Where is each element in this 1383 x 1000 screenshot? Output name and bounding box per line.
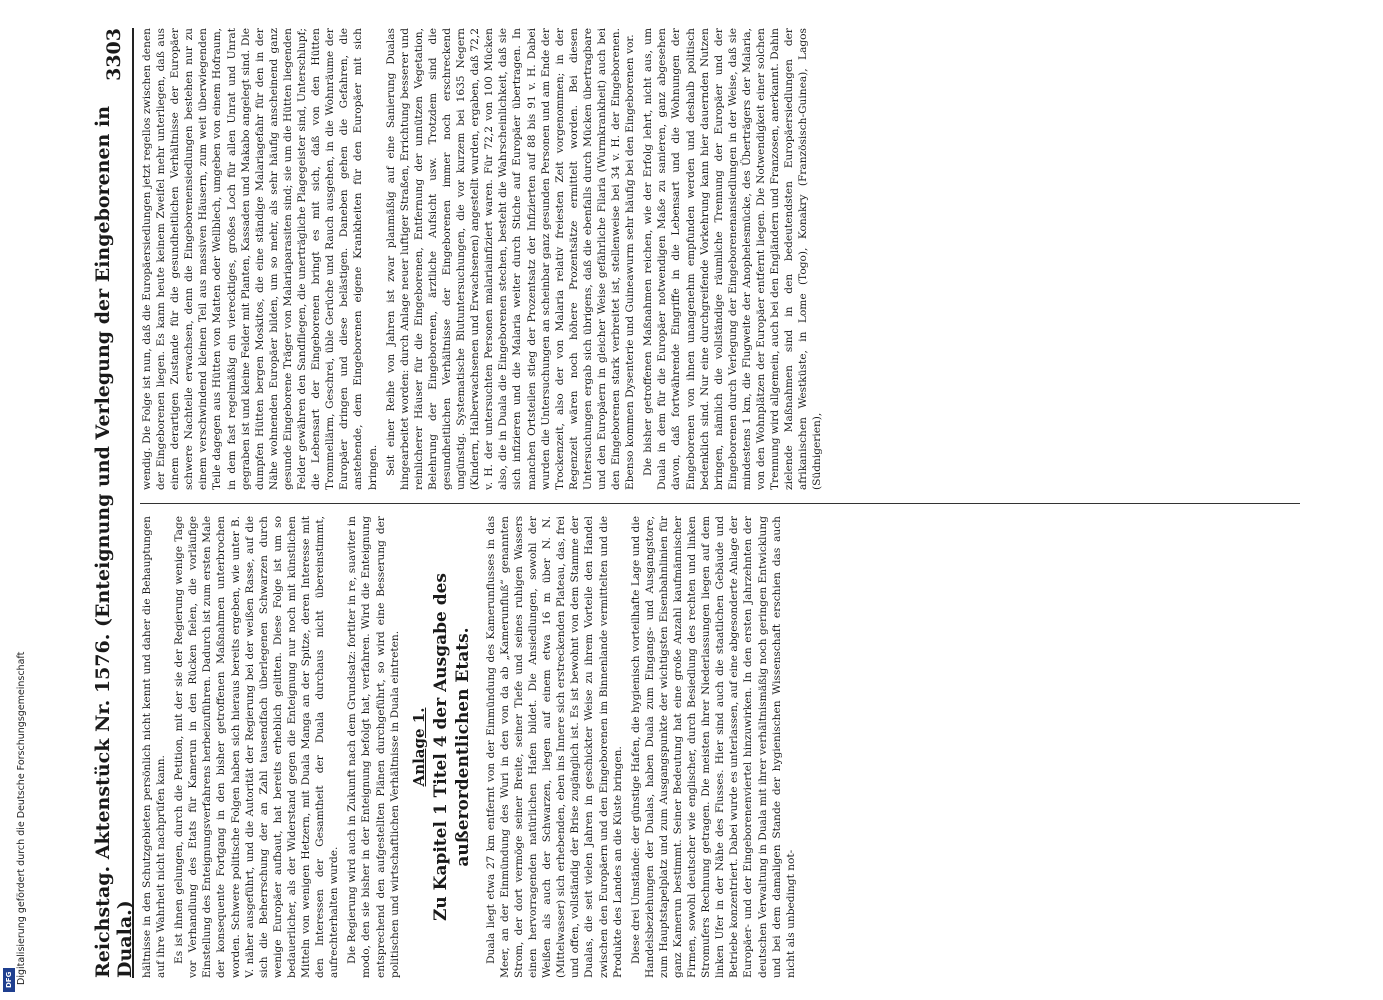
paragraph: wendig. Die Folge ist nun, daß die Europäersiedlungen jetzt regellos zwischen denen der Eingeborenen liegen. Es kann heute keinem Zweifel mehr unterliegen, daß aus einem derartigen Zustande für die gesundheitlichen Verhältnisse der Europäer schwere Nachteile erwachsen, denn die Eingeborenensiedlungen bestehen nur zu einem verschwindend kleinen Teil aus massiven Häusern, zum weit überwiegenden Teile dagegen aus Hütten von Matten oder Wellblech, umgeben von einem Hofraum, in dem fast regelmäßig ein vierecktiges, großes Loch für allen Unrat und Unrat gegraben ist und kleine Felder mit Planten, Kassaden und Makabo angelegt sind. Die dumpfen Hütten bergen Moskitos, die eine ständige Malariagefahr für den in der Nähe wohnenden Europäer bilden, um so mehr, als sehr häufig anscheinend ganz gesunde Eingeborene Träger von Malariaparasiten sind; sie um die Hütten liegenden Felder gewähren den Sandfliegen, die unerträgliche Plagegeister sind, Unterschlupf; die Lebensart der Eingeborenen bringt es mit sich, daß von den Hütten Trommellärm, Geschrei, üble Gerüche und Rauch ausgehen, in die Wohnräume der Europäer dringen und diese belästigen. Daneben gehen die Gefahren, die anstehende, dem Eingeborenen eigene Krankheiten für den Europäer mit sich bringen.	[141, 28, 379, 490]
appendix-heading: Anlage 1.	[409, 707, 428, 787]
page-header	[92, 28, 136, 978]
digitization-credit	[4, 396, 27, 996]
dfg-logo: DFG	[3, 968, 15, 992]
paragraph: Die bisher getroffenen Maßnahmen reichen, wie der Erfolg lehrt, nicht aus, um Duala in dem für die Europäer notwendigen Maße zu sanieren, ganz abgesehen davon, daß fortwährende Eingriffe in die Lebensart und die Wohnungen der Eingeborenen von ihnen unangenehm empfunden werden und deshalb politisch bedenklich sind. Nur eine durchgreifende Vorkehrung kann hier dauernden Nutzen bringen, nämlich die vollständige räumliche Trennung der Europäer und der Eingeborenen durch Verlegung der Eingeborenenansiedlungen in der Weise, daß sie mindestens 1 km, die Flugweite der Anophelesmücke, des Überträgers der Malaria, von den Wohnplätzen der Europäer entfernt liegen. Die Notwendigkeit einer solchen Trennung wird allgemein, auch bei den Engländern und Franzosen, anerkannt. Dahin zielende Maßnahmen sind in den bedeutendsten Europäersiedlungen der afrikanischen Westküste, in Lome (Togo), Konakry (Französisch-Guinea), Lagos (Südnigerien),	[642, 28, 824, 490]
paragraph: hältnisse in den Schutzgebieten persönlich nicht kennt und daher die Behauptungen auf ihre Wahrheit nicht nachprüfen kann.	[141, 516, 168, 978]
paragraph: Es ist ihnen gelungen, durch die Petition, mit der sie der Regierung wenige Tage vor Verhandlung des Etats für Kamerun in den Rücken fielen, die vorläufige Einstellung des Enteignungsverfahrens herbeizuführen. Dadurch ist zum ersten Male der konsequente Fortgang in den bisher getroffenen Maßnahmen unterbrochen worden. Schwere politische Folgen haben sich hieraus bereits ergeben, wie unter B. V. näher ausgeführt, und die Autorität der Regierung bei der weißen Rasse, auf die sich die Beherrschung der an Zahl tausendfach überlegenen Schwarzen durch wenige Europäer aufbaut, hat bereits erheblich gelitten. Diese Folge ist um so bedauerlicher, als der Widerstand gegen die Enteignung nur noch mit künstlichen Mitteln von wenigen Hetzern, mit Duala Manga an der Spitze, deren Interesse mit den Interessen der Gesamtheit der Duala durchaus nicht übereinstimmt, aufrechterhalten wurde.	[173, 516, 341, 978]
paragraph: Diese drei Umstände: der günstige Hafen, die hygienisch vorteilhafte Lage und die Handelsbeziehungen der Dualas, haben Duala zum Eingangs- und Ausgangstore, zum Hauptstapelplatz und zum Ausgangspunkte der wichtigsten Eisenbahnlinien für ganz Kamerun bestimmt. Seiner Bedeutung hat eine große Anzahl kaufmännischer Firmen, sowohl deutscher wie englischer, durch Besiedlung des rechten und linken Stromufers Rechnung getragen. Die meisten ihrer Niederlassungen liegen auf dem linken Ufer in der Nähe des Flusses. Hier sind auch die staatlichen Gebäude und Betriebe konzentriert. Dabei wurde es unterlassen, auf eine abgesonderte Anlage der Europäer- und der Eingeborenenviertel hinzuwirken. In den ersten Jahrzehnten der deutschen Verwaltung in Duala mit ihrer verhältnismäßig noch geringen Entwicklung und bei dem damaligen Stande der hygienischen Wissenschaft erschien das auch nicht als unbedingt not-	[629, 516, 797, 978]
paragraph: Duala liegt etwa 27 km entfernt von der Einmündung des Kamerunflusses in das Meer, an der Einmündung des Wuri in den von da ab „Kamerunfluß“ genannten Strom, der dort vermöge seiner Breite, seiner Tiefe und seines ruhigen Wassers einen hervorragenden natürlichen Hafen bildet. Die Ansiedlungen, sowohl der Weißen als auch der Schwarzen, liegen auf einem etwa 16 m über N. N. (Mittelwasser) sich erhebenden, eben ins Innere sich erstreckenden Plateau, das, frei und offen, vollständig der Brise zugänglich ist. Es ist bewohnt von dem Stamme der Dualas, die seit vielen Jahren in geschickter Weise zu ihrem Vorteile den Handel zwischen den Europäern und den Eingeborenen im Binnenlande vermittelten und die Produkte des Landes an die Küste bringen.	[484, 516, 624, 978]
paragraph: Seit einer Reihe von Jahren ist zwar planmäßig auf eine Sanierung Dualas hingearbeitet worden: durch Anlage neuer luftiger Straßen, Errichtung besserer und reinlicherer Häuser für die Eingeborenen, Entfernung der unnützen Vegetation, Belehrung der Eingeborenen, ärztliche Aufsicht usw. Trotzdem sind die gesundheitlichen Verhältnisse der Eingeborenen immer noch erschreckend ungünstig. Systematische Blutuntersuchungen, die vor kurzem bei 1635 Negern (Kindern, Halberwachsenen und Erwachsenen) angestellt wurden, ergaben, daß 72,2 v. H. der untersuchten Personen malariainfiziert waren. Für 72,2 von 100 Mücken also, die in Duala die Eingeborenen stechen, besteht die Wahrscheinlichkeit, daß sie sich infizieren und die Malaria weiter durch Stiche auf Europäer übertragen. In manchen Ortsteilen stieg der Prozentsatz der Infizierten auf 88 bis 91 v. H. Dabei wurden die Untersuchungen an scheinbar ganz gesunden Personen und am Ende der Trockenzeit, also der von Malaria relativ freiesten Zeit vorgenommen; in der Regenzeit wären noch höhere Prozentsätze ermittelt worden. Bei diesen Untersuchungen ergab sich übrigens, daß die ebenfalls durch Mücken übertragbare und den Europäern in gleicher Weise gefährliche Filaria (Wurmkrankheit) auch bei den Eingeborenen stark verbreitet ist, stellenweise bei 34 v. H. der Eingeborenen. Ebenso kommen Dysenterie und Guineawurm sehr häufig bei den Eingeborenen vor.	[384, 28, 637, 490]
column-divider	[140, 503, 1300, 504]
credit-text: Digitalisierung gefördert durch die Deutsche Forschungsgemeinschaft	[16, 651, 27, 985]
document-page	[92, 28, 1316, 978]
paragraph: Die Regierung wird auch in Zukunft nach dem Grundsatz: fortiter in re, suaviter in modo, den sie bisher in der Enteignung befolgt hat, verfahren. Wird die Enteignung entsprechend den aufgestellten Plänen durchgeführt, so wird eine Besserung der politischen und wirtschaftlichen Verhältnisse in Duala eintreten.	[346, 516, 401, 978]
chapter-heading: Zu Kapitel 1 Titel 4 der Ausgabe des außerordentlichen Etats.	[430, 573, 473, 922]
page-number: 3303	[103, 28, 125, 81]
left-column	[140, 516, 1310, 978]
running-title: Reichstag. Aktenstück Nr. 1576. (Enteignung und Verlegung der Eingeborenen in Duala.)	[92, 105, 136, 978]
right-column	[140, 28, 1310, 490]
